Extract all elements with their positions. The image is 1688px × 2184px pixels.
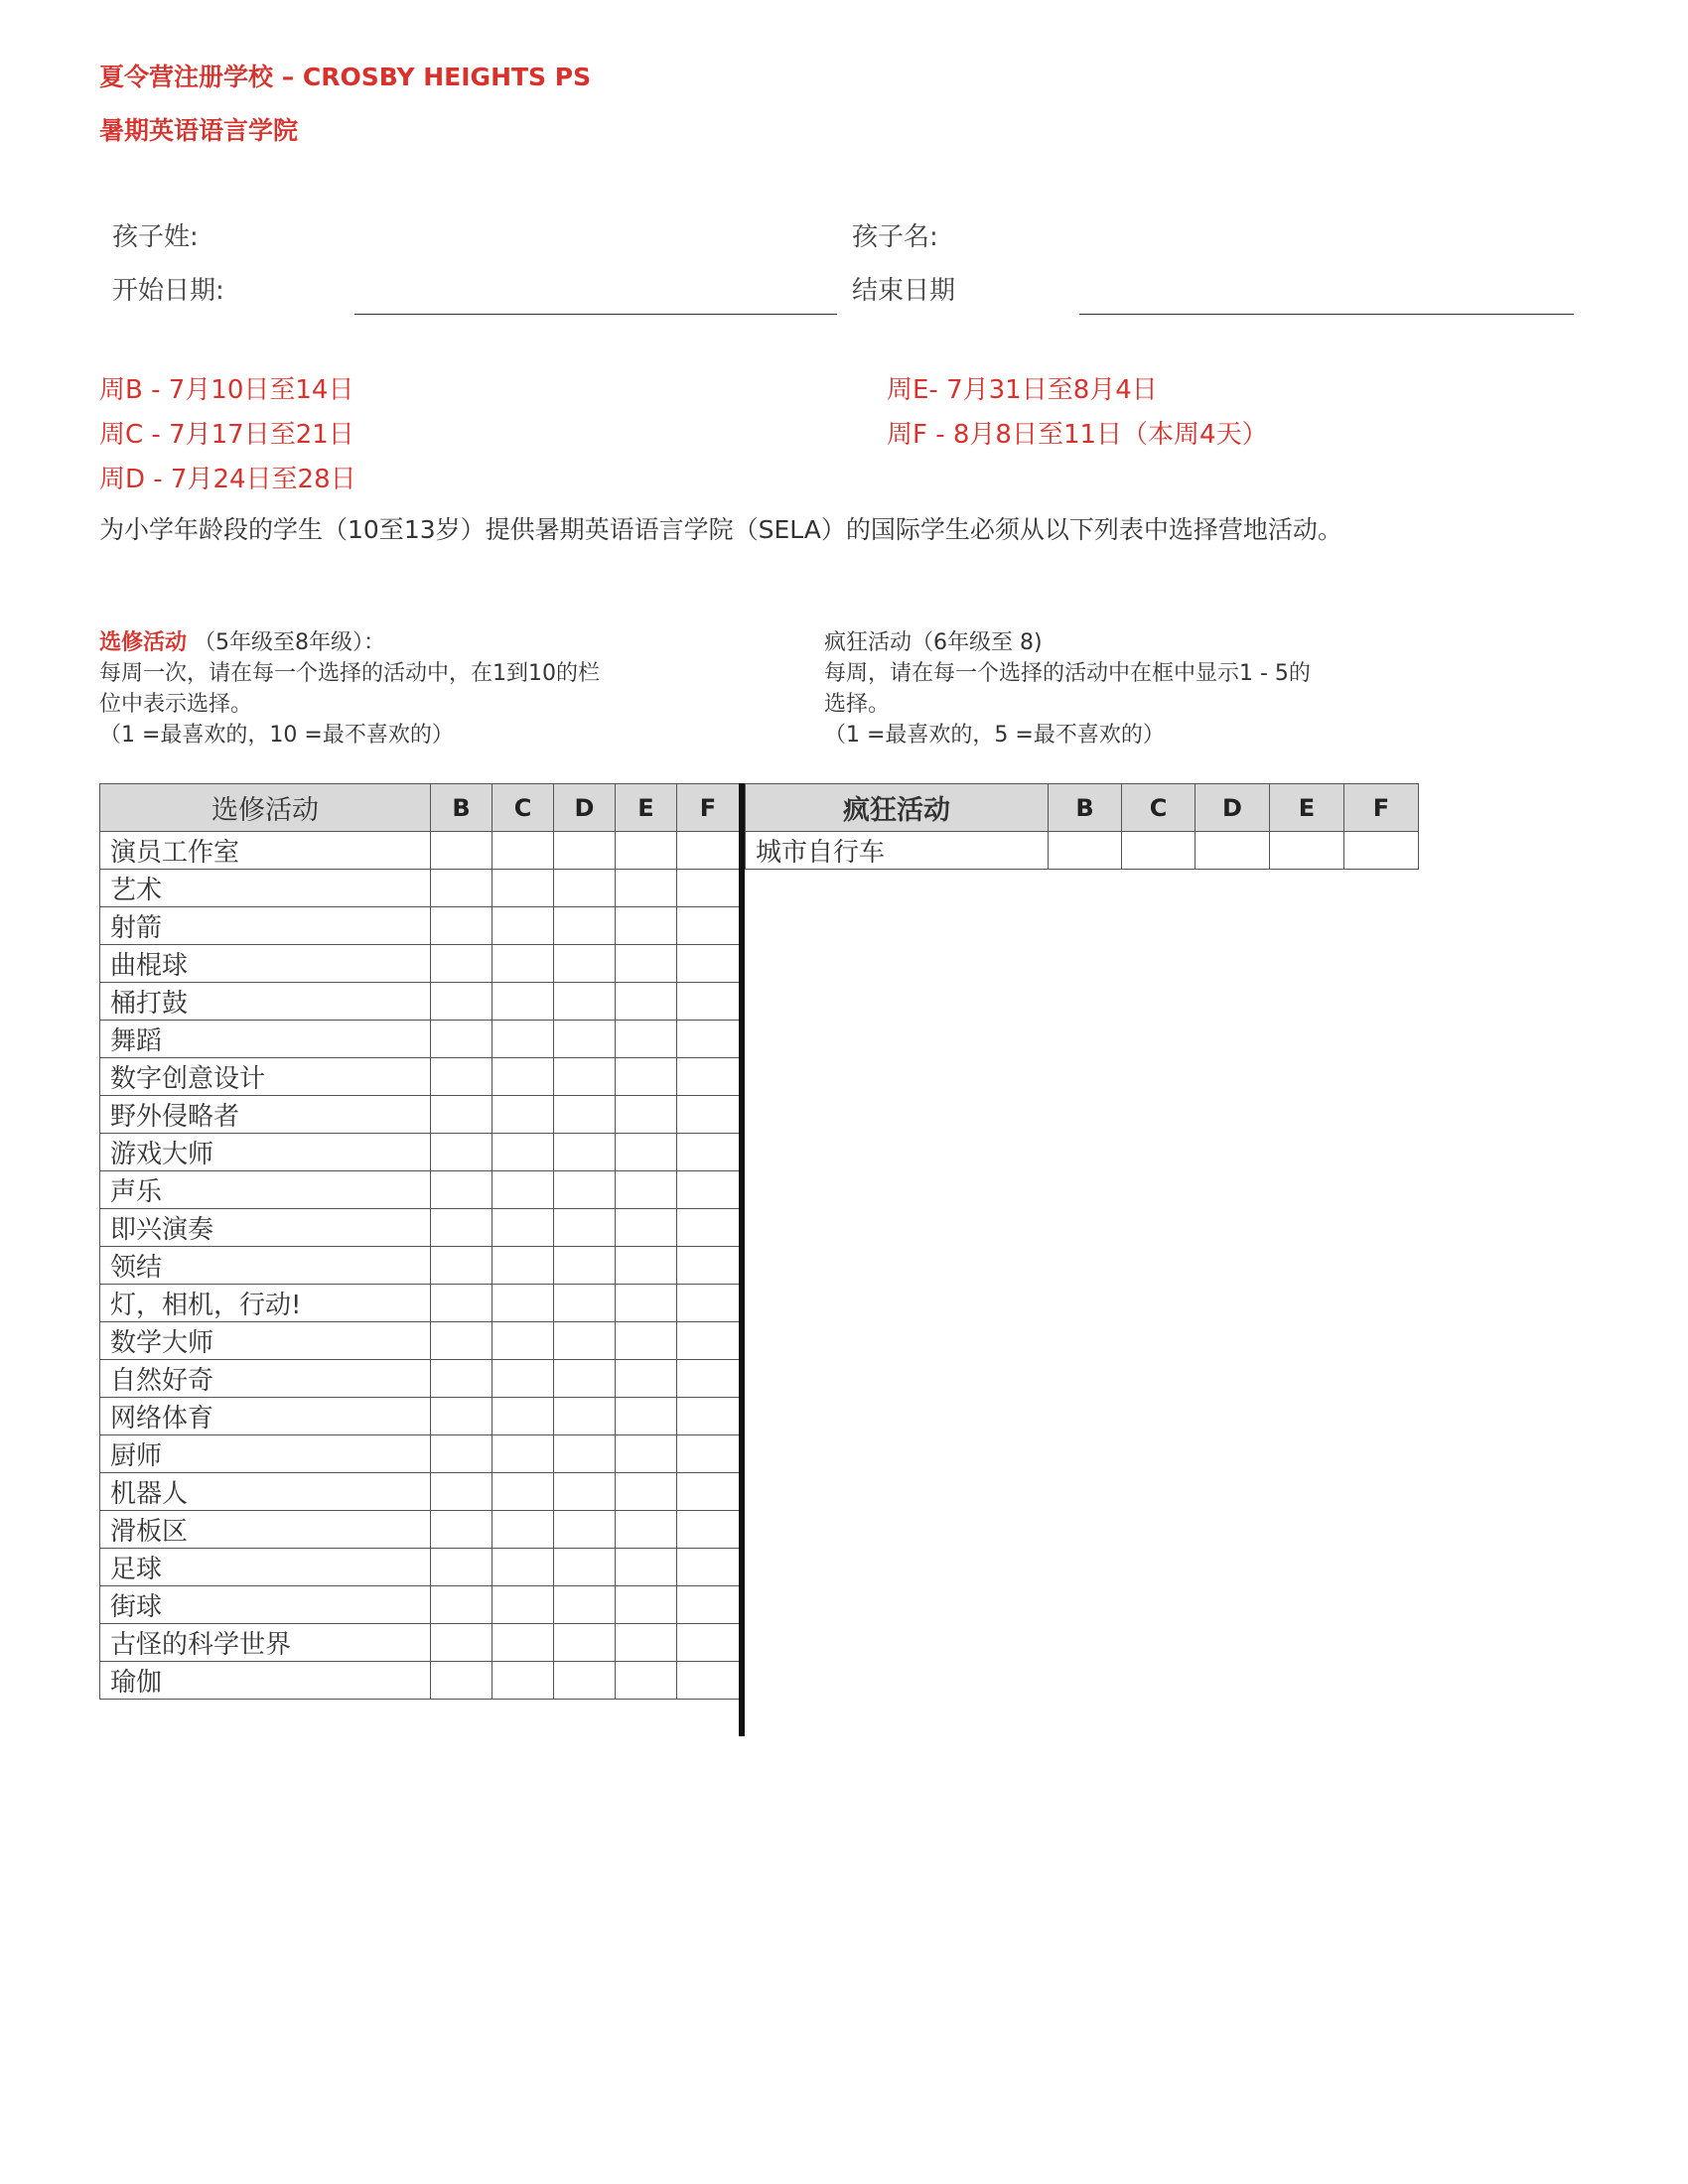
table-row [100, 1473, 740, 1511]
rank-cell-c[interactable] [492, 832, 554, 870]
rank-cell-f[interactable] [677, 1096, 740, 1134]
rank-cell-b[interactable] [431, 1134, 492, 1171]
rank-cell-d[interactable] [554, 945, 616, 983]
rank-cell-f[interactable] [677, 1360, 740, 1398]
rank-cell-e[interactable] [616, 945, 677, 983]
crazy-line2: 选择。 [824, 692, 891, 717]
rank-cell-c[interactable] [492, 1322, 554, 1360]
rank-cell-d[interactable] [554, 1247, 616, 1285]
rank-cell-e[interactable] [616, 1247, 677, 1285]
table-row [100, 1435, 740, 1473]
elective-line1: 每周一次，请在每一个选择的活动中，在1到10的栏 [99, 661, 600, 686]
activity-name: 街球 [100, 1586, 431, 1624]
rank-cell-f[interactable] [677, 870, 740, 907]
table-row [746, 832, 1419, 870]
rank-cell-b[interactable] [431, 983, 492, 1021]
rank-cell-b[interactable] [431, 1096, 492, 1134]
crazy-col-c: C [1122, 784, 1196, 832]
start-date-label: 开始日期: [112, 276, 224, 306]
rank-cell-c[interactable] [492, 1435, 554, 1473]
table-divider [739, 783, 745, 1736]
week-b: 周B - 7月10日至14日 [99, 375, 354, 405]
elective-table [99, 783, 740, 1700]
rank-cell-f[interactable] [677, 1511, 740, 1549]
activity-name: 数字创意设计 [100, 1058, 431, 1096]
table-row [100, 1360, 740, 1398]
elective-grade: （5年级至8年级）： [187, 630, 386, 655]
rank-cell-f[interactable] [677, 1247, 740, 1285]
crazy-instructions [824, 627, 1311, 751]
rank-cell-b[interactable] [431, 1398, 492, 1435]
rank-cell-f[interactable] [677, 1322, 740, 1360]
rank-cell-e[interactable] [616, 1624, 677, 1662]
table-row [100, 1586, 740, 1624]
elective-col-b: B [431, 784, 492, 832]
rank-cell-e[interactable] [616, 1322, 677, 1360]
activity-name: 野外侵略者 [100, 1096, 431, 1134]
rank-cell-d[interactable] [554, 1209, 616, 1247]
activity-name: 艺术 [100, 870, 431, 907]
rank-cell-f[interactable] [677, 1209, 740, 1247]
rank-cell-f[interactable] [677, 945, 740, 983]
rank-cell-c[interactable] [492, 1586, 554, 1624]
activity-name: 领结 [100, 1247, 431, 1285]
rank-cell-e[interactable] [1270, 832, 1344, 870]
table-row [100, 1209, 740, 1247]
activity-name: 机器人 [100, 1473, 431, 1511]
rank-cell-b[interactable] [431, 1586, 492, 1624]
table-row [100, 1511, 740, 1549]
rank-cell-f[interactable] [677, 1586, 740, 1624]
elective-col-e: E [616, 784, 677, 832]
start-date-field[interactable] [354, 314, 837, 315]
rank-cell-e[interactable] [616, 1058, 677, 1096]
rank-cell-c[interactable] [492, 1134, 554, 1171]
crazy-table-header: 疯狂活动 [746, 784, 1049, 832]
rank-cell-d[interactable] [554, 1021, 616, 1058]
rank-cell-c[interactable] [492, 1662, 554, 1700]
rank-cell-f[interactable] [677, 1134, 740, 1171]
activity-name: 曲棍球 [100, 945, 431, 983]
elective-col-c: C [492, 784, 554, 832]
activity-name: 射箭 [100, 907, 431, 945]
table-row [100, 907, 740, 945]
rank-cell-d[interactable] [554, 1398, 616, 1435]
end-date-field[interactable] [1079, 314, 1574, 315]
activity-name: 滑板区 [100, 1511, 431, 1549]
rank-cell-f[interactable] [677, 1473, 740, 1511]
crazy-col-e: E [1270, 784, 1344, 832]
rank-cell-e[interactable] [616, 832, 677, 870]
rank-cell-e[interactable] [616, 1134, 677, 1171]
rank-cell-c[interactable] [492, 983, 554, 1021]
table-row [100, 1285, 740, 1322]
crazy-col-f: F [1344, 784, 1419, 832]
rank-cell-d[interactable] [554, 1549, 616, 1586]
table-row [100, 1171, 740, 1209]
rank-cell-e[interactable] [616, 1360, 677, 1398]
activity-name: 声乐 [100, 1171, 431, 1209]
rank-cell-b[interactable] [431, 1511, 492, 1549]
child-last-name-label: 孩子姓: [112, 222, 199, 252]
rank-cell-c[interactable] [492, 1624, 554, 1662]
rank-cell-d[interactable] [554, 1435, 616, 1473]
rank-cell-c[interactable] [492, 1360, 554, 1398]
week-f: 周F - 8月8日至11日（本周4天） [887, 420, 1268, 450]
rank-cell-e[interactable] [616, 1435, 677, 1473]
rank-cell-b[interactable] [431, 1171, 492, 1209]
table-row [100, 1549, 740, 1586]
rank-cell-b[interactable] [431, 1662, 492, 1700]
rank-cell-e[interactable] [616, 1021, 677, 1058]
rank-cell-c[interactable] [492, 1171, 554, 1209]
rank-cell-f[interactable] [677, 1662, 740, 1700]
rank-cell-d[interactable] [554, 832, 616, 870]
crazy-table [745, 783, 1419, 870]
rank-cell-e[interactable] [616, 1171, 677, 1209]
activity-name: 数学大师 [100, 1322, 431, 1360]
rank-cell-c[interactable] [1122, 832, 1196, 870]
rank-cell-d[interactable] [554, 1586, 616, 1624]
rank-cell-e[interactable] [616, 983, 677, 1021]
rank-cell-f[interactable] [677, 983, 740, 1021]
rank-cell-f[interactable] [677, 1021, 740, 1058]
rank-cell-b[interactable] [1049, 832, 1122, 870]
rank-cell-b[interactable] [431, 1247, 492, 1285]
rank-cell-e[interactable] [616, 1473, 677, 1511]
table-row [100, 832, 740, 870]
activity-name: 演员工作室 [100, 832, 431, 870]
activity-name: 城市自行车 [746, 832, 1049, 870]
rank-cell-b[interactable] [431, 1624, 492, 1662]
rank-cell-f[interactable] [677, 1398, 740, 1435]
elective-line2: 位中表示选择。 [99, 692, 253, 717]
rank-cell-d[interactable] [554, 1096, 616, 1134]
activity-name: 瑜伽 [100, 1662, 431, 1700]
activity-name: 足球 [100, 1549, 431, 1586]
rank-cell-b[interactable] [431, 832, 492, 870]
rank-cell-f[interactable] [677, 1435, 740, 1473]
rank-cell-e[interactable] [616, 1096, 677, 1134]
rank-cell-f[interactable] [677, 1171, 740, 1209]
rank-cell-b[interactable] [431, 1322, 492, 1360]
elective-table-header-row [100, 784, 740, 832]
table-row [100, 1322, 740, 1360]
rank-cell-f[interactable] [677, 1058, 740, 1096]
elective-line3: （1 =最喜欢的，10 =最不喜欢的） [99, 723, 454, 748]
activity-name: 游戏大师 [100, 1134, 431, 1171]
rank-cell-d[interactable] [554, 1134, 616, 1171]
rank-cell-b[interactable] [431, 1285, 492, 1322]
activity-name: 即兴演奏 [100, 1209, 431, 1247]
table-row [100, 1624, 740, 1662]
rank-cell-f[interactable] [677, 1624, 740, 1662]
table-row [100, 983, 740, 1021]
activity-name: 自然好奇 [100, 1360, 431, 1398]
crazy-table-header-row [746, 784, 1419, 832]
activity-name: 古怪的科学世界 [100, 1624, 431, 1662]
rank-cell-d[interactable] [554, 1322, 616, 1360]
week-d: 周D - 7月24日至28日 [99, 465, 356, 494]
intro-text: 为小学年龄段的学生（10至13岁）提供暑期英语语言学院（SELA）的国际学生必须从以下列表中选择营地活动。 [99, 515, 1342, 544]
rank-cell-c[interactable] [492, 1285, 554, 1322]
rank-cell-f[interactable] [677, 832, 740, 870]
rank-cell-e[interactable] [616, 1285, 677, 1322]
rank-cell-b[interactable] [431, 1058, 492, 1096]
end-date-label: 结束日期 [852, 276, 956, 306]
rank-cell-e[interactable] [616, 1662, 677, 1700]
rank-cell-f[interactable] [1344, 832, 1419, 870]
rank-cell-b[interactable] [431, 1435, 492, 1473]
activity-name: 舞蹈 [100, 1021, 431, 1058]
activity-name: 桶打鼓 [100, 983, 431, 1021]
rank-cell-c[interactable] [492, 870, 554, 907]
rank-cell-d[interactable] [554, 1511, 616, 1549]
table-row [100, 1247, 740, 1285]
rank-cell-b[interactable] [431, 907, 492, 945]
rank-cell-e[interactable] [616, 907, 677, 945]
rank-cell-c[interactable] [492, 1398, 554, 1435]
crazy-col-d: D [1196, 784, 1270, 832]
rank-cell-f[interactable] [677, 907, 740, 945]
rank-cell-b[interactable] [431, 1473, 492, 1511]
rank-cell-c[interactable] [492, 1021, 554, 1058]
rank-cell-e[interactable] [616, 1398, 677, 1435]
elective-table-header: 选修活动 [100, 784, 431, 832]
rank-cell-d[interactable] [554, 983, 616, 1021]
crazy-line3: （1 =最喜欢的，5 =最不喜欢的） [824, 723, 1165, 748]
rank-cell-f[interactable] [677, 1285, 740, 1322]
rank-cell-d[interactable] [554, 907, 616, 945]
rank-cell-d[interactable] [1196, 832, 1270, 870]
rank-cell-c[interactable] [492, 945, 554, 983]
elective-instructions [99, 627, 600, 751]
rank-cell-c[interactable] [492, 1247, 554, 1285]
table-row [100, 1096, 740, 1134]
table-row [100, 870, 740, 907]
elective-col-f: F [677, 784, 740, 832]
page-subtitle: 暑期英语语言学院 [99, 116, 299, 145]
rank-cell-d[interactable] [554, 1171, 616, 1209]
rank-cell-d[interactable] [554, 870, 616, 907]
activity-name: 灯，相机，行动! [100, 1285, 431, 1322]
rank-cell-d[interactable] [554, 1624, 616, 1662]
table-row [100, 1021, 740, 1058]
rank-cell-c[interactable] [492, 1549, 554, 1586]
rank-cell-c[interactable] [492, 1511, 554, 1549]
rank-cell-b[interactable] [431, 1209, 492, 1247]
table-row [100, 1662, 740, 1700]
rank-cell-b[interactable] [431, 1360, 492, 1398]
rank-cell-e[interactable] [616, 1209, 677, 1247]
rank-cell-e[interactable] [616, 1549, 677, 1586]
elective-col-d: D [554, 784, 616, 832]
rank-cell-c[interactable] [492, 1058, 554, 1096]
rank-cell-e[interactable] [616, 870, 677, 907]
rank-cell-c[interactable] [492, 1096, 554, 1134]
crazy-col-b: B [1049, 784, 1122, 832]
rank-cell-d[interactable] [554, 1360, 616, 1398]
table-row [100, 1058, 740, 1096]
rank-cell-e[interactable] [616, 1586, 677, 1624]
activity-name: 网络体育 [100, 1398, 431, 1435]
rank-cell-d[interactable] [554, 1058, 616, 1096]
week-c: 周C - 7月17日至21日 [99, 420, 354, 450]
child-first-name-label: 孩子名: [852, 222, 938, 252]
rank-cell-c[interactable] [492, 1209, 554, 1247]
table-row [100, 1134, 740, 1171]
rank-cell-f[interactable] [677, 1549, 740, 1586]
rank-cell-e[interactable] [616, 1511, 677, 1549]
table-row [100, 945, 740, 983]
rank-cell-b[interactable] [431, 870, 492, 907]
page-title: 夏令营注册学校 – CROSBY HEIGHTS PS [99, 63, 592, 91]
rank-cell-b[interactable] [431, 945, 492, 983]
rank-cell-d[interactable] [554, 1473, 616, 1511]
rank-cell-c[interactable] [492, 1473, 554, 1511]
activity-name: 厨师 [100, 1435, 431, 1473]
table-row [100, 1398, 740, 1435]
rank-cell-b[interactable] [431, 1021, 492, 1058]
rank-cell-c[interactable] [492, 907, 554, 945]
rank-cell-d[interactable] [554, 1285, 616, 1322]
elective-heading: 选修活动 [99, 630, 188, 655]
rank-cell-b[interactable] [431, 1549, 492, 1586]
week-e: 周E- 7月31日至8月4日 [887, 375, 1158, 405]
crazy-heading: 疯狂活动（6年级至 8) [824, 630, 1043, 655]
crazy-line1: 每周，请在每一个选择的活动中在框中显示1 - 5的 [824, 661, 1311, 686]
rank-cell-d[interactable] [554, 1662, 616, 1700]
